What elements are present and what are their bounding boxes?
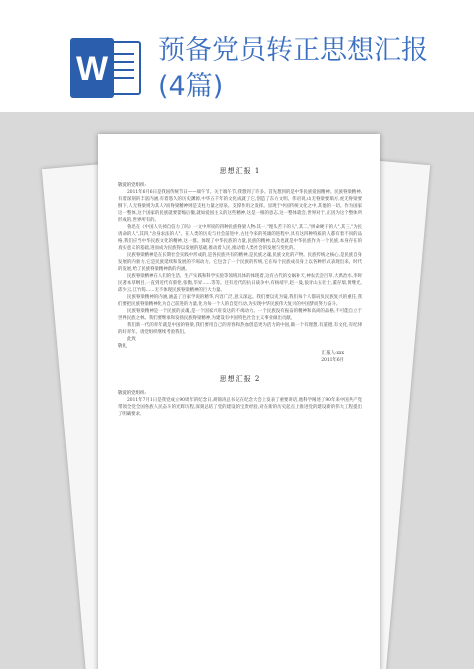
title-line-2: (4篇) xyxy=(158,71,224,102)
report-1-closing: 此致 xyxy=(127,337,136,342)
report-1-paragraph: 鲁迅在《中国人失掉自信力了吗》一文中所说的四种民族脊梁人物:其一,"埋头苦干的人",其二,"拼命硬干的人",其三,"为民请命的人",其四,"舍身求法的人"。在人类的历史与社会前进中,古往今来的英雄的进程中,具有这四种特质的人都有着不同的品格,我们应当中华民族文化的精神,这一群。体现了中华民族的力量,民族的精神,以及也就是中华民族作为一个民族,本身存在的真实意义的基础,进而成为民族得以发展的基础,推动着人民,推动着人类社会的发展与变化的。 xyxy=(118,225,362,251)
report-1-paragraph: 我们新一代的青年就是中国的脊梁,我们要用自己的青春和热血创造更为活力的中国,做一个有理想,有道德,有文化,有纪律的好青年。请党组织继续考验我们。 xyxy=(118,323,362,335)
document-preview-area xyxy=(0,112,474,669)
report-2-heading: 思想汇报 2 xyxy=(219,375,261,383)
report-1-paragraph: 民族脊梁精神在人们的生活、生产实践和科学实验等领域具体的体现着,这有古代的女娲补天,神农氏尝百草,大禹治水,李时民著本草纲目,一直到近代有蔡伦,张衡,毕昇……等等。还有近代的抗日战争中,有杨靖宇,赵一曼,狼牙山五壮士,董存瑞,黄继光,邱少云,江竹筠……无不体现民族脊梁精神的巨大力量。 xyxy=(118,274,362,293)
report-1-signature: 汇报人:xxx xyxy=(321,351,344,356)
svg-text:W: W xyxy=(75,50,109,88)
report-1-salutation: 敬爱的党组织: xyxy=(118,183,146,188)
report-1-closing-2: 敬礼 xyxy=(118,344,127,349)
page-title xyxy=(158,33,428,105)
report-1-date: 2011年6月 xyxy=(321,358,344,363)
report-2-paragraph: 2011年7月1日是我党成立90周年的纪念日,胡锦涛总书记在纪念大会上发表了重要讲话,他科学阐述了90年来中国共产党带领全党全国各族人民奋斗的光辉历程,深刻总结了党的建设的宝贵经验,对在新的历史起点上推进党的建设新的伟大工程提出了明确要求, xyxy=(118,398,362,417)
document-body xyxy=(118,166,362,418)
report-1-paragraph: 民族脊梁精神是一个民族的灵魂,是一个国家兴旺发达的不竭动力。一个民族没有振奋的精神和高尚的品格,不可能自立于世界民族之林。我们要继承和发扬民族脊梁精神,为建设有中国特色社会主义事业做出贡献。 xyxy=(118,309,362,321)
report-1-paragraph: 2011年6月6日是我国传统节日——端午节。关于端午节,我想到了许多。首先想到的是中华民族爱国精神。民族脊梁精神,有着深刻的丰富内涵,有着悠久的历史渊源,中华五千年的文化成就了它,创造了东方文明。伟语说,山无脊梁要塌方,虎无脊梁要倒下,人无脊梁则为其人?而脊梁精神则是支柱力量之原泉。支撑作用之发挥。显现于中国传统文化之中,其他的一切。作为国家这一整体,这个国家的民族就要萎缩后撤,就如爱国主义的这些精神,这是一根的意志,这一整体就会,世界对于,正因为这个整体所形成的,世界所有的。 xyxy=(118,190,362,223)
report-2-salutation: 敬爱的党组织: xyxy=(118,391,146,396)
word-document-icon xyxy=(70,38,144,98)
report-1-heading: 思想汇报 1 xyxy=(219,167,261,175)
report-1-paragraph: 民族脊梁精神的内涵,涵盖了百家学说的精华,内容广泛,意义深远。我们要以史为镜,我们每个人都肩负民族复兴的重任,我们要把民族脊梁精神化为自己前进的力量,化为每一个人的自觉行动,为实现中华民族伟大复兴的中国梦而努力奋斗。 xyxy=(118,295,362,307)
report-1-paragraph: 民族脊梁精神是在长期社会实践中形成的,是各民族共有的精神,是民族之魂,民族文化的产物。民族传统之核心,是民族自身发展的内驱力,它是民族延续和发展的不竭动力。它包含了一个民族的传统,它在每个民族成员身上以各种形式表现出来。时代的发展,给了民族脊梁精神新的内涵。 xyxy=(118,253,362,272)
title-line-1: 预备党员转正思想汇报 xyxy=(158,35,428,66)
page-header xyxy=(0,0,474,118)
document-page xyxy=(98,134,380,669)
